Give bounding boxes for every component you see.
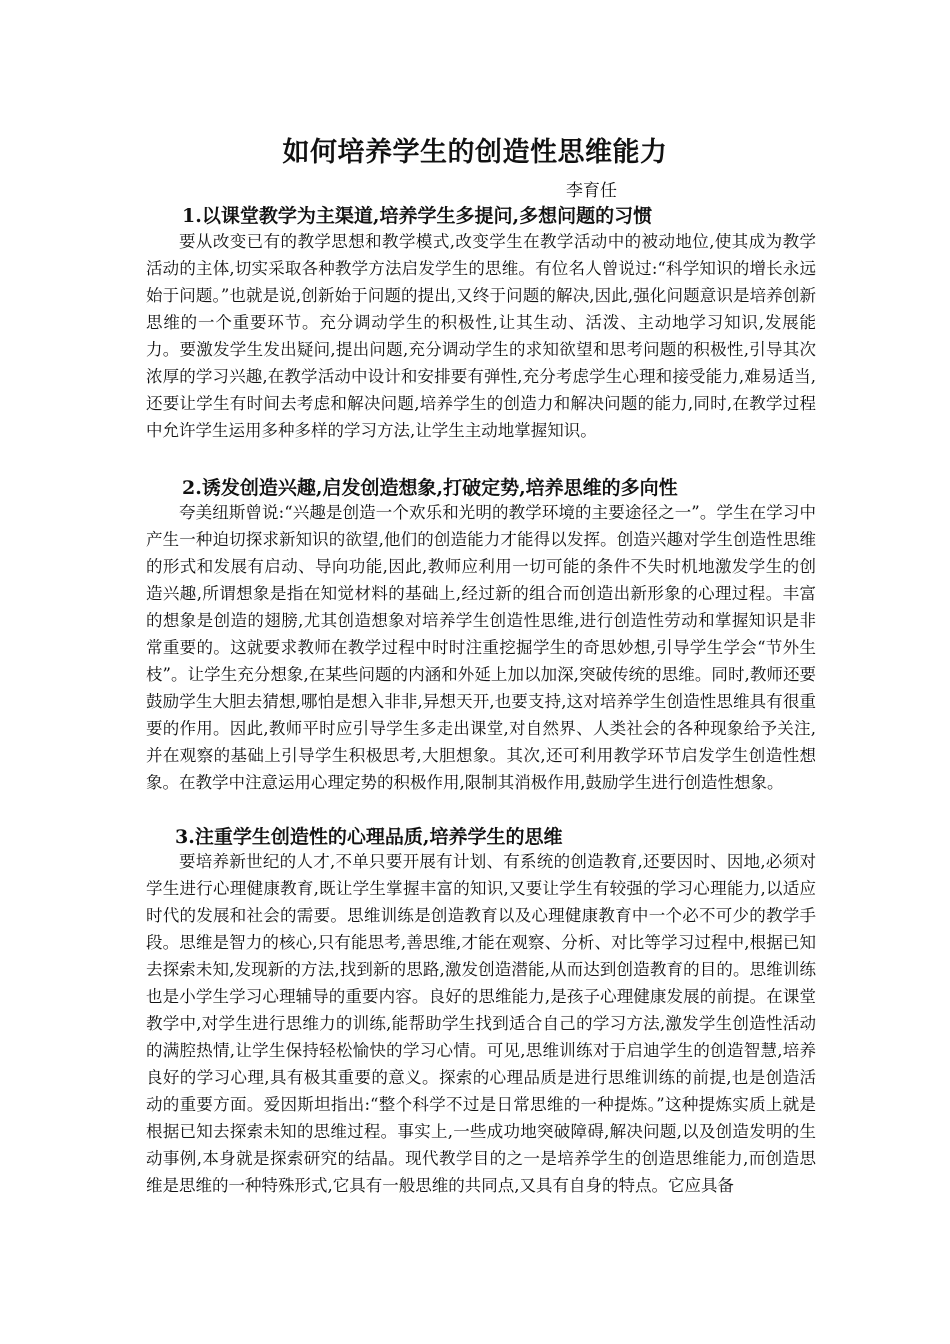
document-title: 如何培养学生的创造性思维能力 (282, 137, 668, 168)
section-2-heading: 2.诱发创造兴趣,启发创造想象,打破定势,培养思维的多向性 (182, 477, 678, 499)
section-1-paragraph: 要从改变已有的教学思想和教学模式,改变学生在教学活动中的被动地位,使其成为教学活动的主体,切实采取各种教学方法启发学生的思维。有位名人曾说过:“科学知识的增长永远始于问题。”也就是说,创新始于问题的提出,又终于问题的解决,因此,强化问题意识是培养创新思维的一个重要环节。充分调动学生的积极性,让其生动、活泼、主动地学习知识,发展能力。要激发学生发出疑问,提出问题,充分调动学生的求知欲望和思考问题的积极性,引导其次浓厚的学习兴趣,在教学活动中设计和安排要有弹性,充分考虑学生心理和接受能力,难易适当,还要让学生有时间去考虑和解决问题,培养学生的创造力和解决问题的能力,同时,在教学过程中允许学生运用多种多样的学习方法,让学生主动地掌握知识。 (146, 232, 816, 440)
section-3-heading: 3.注重学生创造性的心理品质,培养学生的思维 (175, 826, 563, 848)
section-3-paragraph: 要培养新世纪的人才,不单只要开展有计划、有系统的创造教育,还要因时、因地,必须对学生进行心理健康教育,既让学生掌握丰富的知识,又要让学生有较强的学习心理能力,以适应时代的发展和社会的需要。思维训练是创造教育以及心理健康教育中一个必不可少的教学手段。思维是智力的核心,只有能思考,善思维,才能在观察、分析、对比等学习过程中,根据已知去探索未知,发现新的方法,找到新的思路,激发创造潜能,从而达到创造教育的目的。思维训练也是小学生学习心理辅导的重要内容。良好的思维能力,是孩子心理健康发展的前提。在课堂教学中,对学生进行思维力的训练,能帮助学生找到适合自己的学习方法,激发学生创造性活动的满腔热情,让学生保持轻松愉快的学习心情。可见,思维训练对于启迪学生的创造智慧,培养良好的学习心理,具有极其重要的意义。探索的心理品质是进行思维训练的前提,也是创造活动的重要方面。爱因斯坦指出:“整个科学不过是日常思维的一种提炼。”这种提炼实质上就是根据已知去探索未知的思维过程。事实上,一些成功地突破障碍,解决问题,以及创造发明的生动事例,本身就是探索研究的结晶。现代教学目的之一是培养学生的创造思维能力,而创造思维是思维的一种特殊形式,它具有一般思维的共同点,又具有自身的特点。它应具备 (146, 852, 816, 1195)
section-2-paragraph: 夸美纽斯曾说:“兴趣是创造一个欢乐和光明的教学环境的主要途径之一”。学生在学习中产生一种迫切探求新知识的欲望,他们的创造能力才能得以发挥。创造兴趣对学生创造性思维的形式和发展有启动、导向功能,因此,教师应利用一切可能的条件不失时机地激发学生的创造兴趣,所谓想象是指在知觉材料的基础上,经过新的组合而创造出新形象的心理过程。丰富的想象是创造的翅膀,尤其创造想象对培养学生创造性思维,进行创造性劳动和掌握知识是非常重要的。这就要求教师在教学过程中时时注重挖掘学生的奇思妙想,引导学生学会“节外生枝”。让学生充分想象,在某些问题的内涵和外延上加以加深,突破传统的思维。同时,教师还要鼓励学生大胆去猜想,哪怕是想入非非,异想天开,也要支持,这对培养学生创造性思维具有很重要的作用。因此,教师平时应引导学生多走出课堂,对自然界、人类社会的各种现象给予关注,并在观察的基础上引导学生积极思考,大胆想象。其次,还可利用教学环节启发学生创造性想象。在教学中注意运用心理定势的积极作用,限制其消极作用,鼓励学生进行创造性想象。 (146, 503, 816, 792)
section-1-heading: 1.以课堂教学为主渠道,培养学生多提问,多想问题的习惯 (182, 205, 653, 227)
author-name: 李育任 (566, 181, 617, 201)
